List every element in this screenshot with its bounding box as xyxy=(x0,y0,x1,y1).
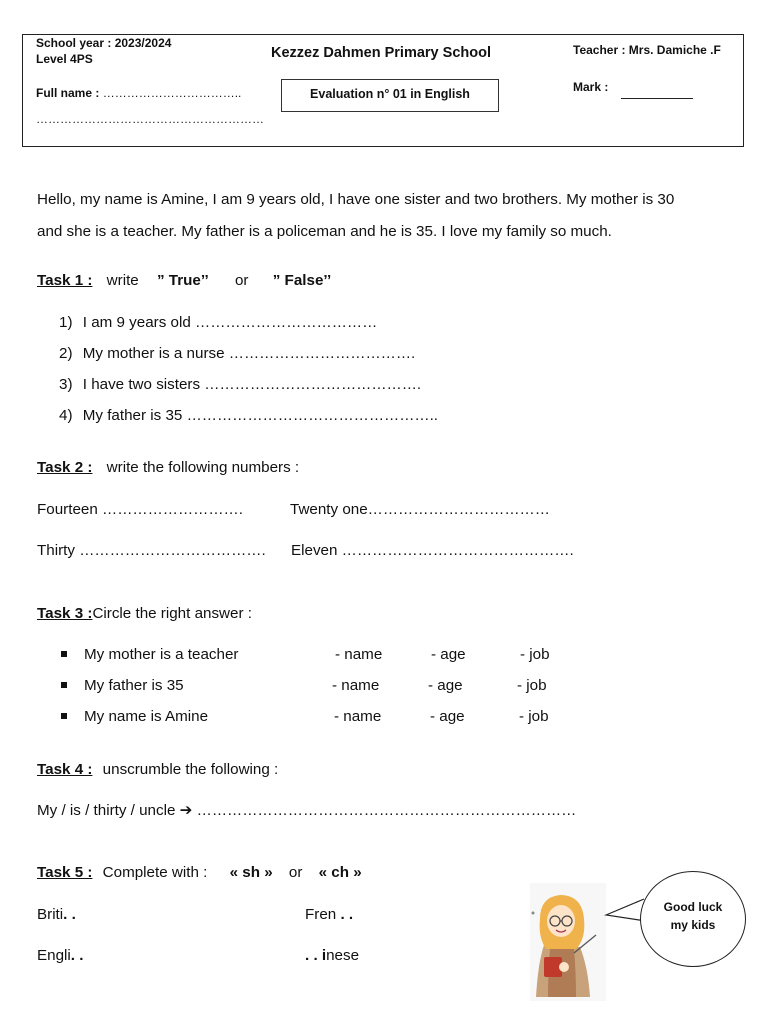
task4-instruction: unscrumble the following : xyxy=(102,761,279,778)
task3-heading xyxy=(37,604,252,623)
task3-option-age[interactable]: - age xyxy=(428,677,463,694)
task1-item-num: 3) xyxy=(59,376,73,393)
arrow-right-icon: ➔ xyxy=(179,802,193,819)
task1-true: ” True’’ xyxy=(156,272,209,289)
task5-word-english[interactable] xyxy=(37,946,83,965)
task4-heading xyxy=(37,760,278,779)
task3-option-job[interactable]: - job xyxy=(517,677,547,694)
teacher-icon xyxy=(530,883,606,1001)
task1-false: ” False’’ xyxy=(272,272,332,289)
task3-item-text: My name is Amine xyxy=(84,708,209,725)
task1-item[interactable] xyxy=(59,344,415,363)
task5-word-french[interactable] xyxy=(305,905,353,924)
task1-item-num: 1) xyxy=(59,314,73,331)
task3-option-age[interactable]: - age xyxy=(430,708,465,725)
bullet-icon xyxy=(61,713,67,719)
task1-item-num: 4) xyxy=(59,407,73,424)
task5-blank[interactable]: . . xyxy=(340,906,354,923)
task2-instruction: write the following numbers : xyxy=(106,459,300,476)
task5-instruction: Complete with : xyxy=(102,864,208,881)
mark-field[interactable] xyxy=(621,98,693,99)
task3-option-name[interactable]: - name xyxy=(335,646,383,663)
task5-or: or xyxy=(288,864,303,881)
full-name-dots-line2[interactable]: ………………………………………………… xyxy=(36,112,264,126)
task5-blank[interactable]: . . xyxy=(63,906,76,923)
task1-item-num: 2) xyxy=(59,345,73,362)
speech-bubble xyxy=(640,871,746,967)
task1-heading xyxy=(37,271,331,290)
task1-instruction: write xyxy=(106,272,139,289)
passage-line-1: Hello, my name is Amine, I am 9 years old, I have one sister and two brothers. My mother is 30 xyxy=(37,191,675,208)
task3-option-name[interactable]: - name xyxy=(332,677,380,694)
task2-item-eleven[interactable]: Eleven ………………………………………. xyxy=(291,542,574,559)
task5-word-part: nese xyxy=(326,947,360,964)
task3-label: Task 3 : xyxy=(37,605,93,622)
task2-item-twenty-one[interactable]: Twenty one……………………………… xyxy=(290,501,550,518)
task1-item-text: I am 9 years old ……………………………… xyxy=(82,314,378,331)
task1-item-text: My father is 35 ………………………………………….. xyxy=(82,407,439,424)
task1-item[interactable] xyxy=(59,313,377,332)
task3-option-job[interactable]: - job xyxy=(520,646,550,663)
task3-item-text: My mother is a teacher xyxy=(84,646,239,663)
full-name-label xyxy=(36,86,241,101)
task5-word-chinese[interactable] xyxy=(305,946,359,965)
task3-instruction: Circle the right answer : xyxy=(92,605,252,622)
full-name-label-text: Full name : xyxy=(36,86,100,100)
task4-words: My / is / thirty / uncle xyxy=(37,802,176,819)
task1-item-text: I have two sisters ……………………………………. xyxy=(82,376,422,393)
task5-label: Task 5 : xyxy=(37,864,93,881)
teacher-name: Teacher : Mrs. Damiche .F xyxy=(573,43,721,57)
mark-label: Mark : xyxy=(573,80,609,94)
task5-word-part: Engli xyxy=(37,947,71,964)
bullet-icon xyxy=(61,651,67,657)
task3-option-job[interactable]: - job xyxy=(519,708,549,725)
evaluation-box: Evaluation n° 01 in English xyxy=(281,79,499,112)
task2-heading xyxy=(37,458,299,477)
task5-word-british[interactable] xyxy=(37,905,76,924)
task5-word-part: Briti xyxy=(37,906,64,923)
school-year: School year : 2023/2024 xyxy=(36,36,172,50)
task4-answer-dots[interactable]: ………………………………………………………………… xyxy=(196,802,577,819)
speech-bubble-text: Good luck my kids xyxy=(663,900,723,932)
task5-blank[interactable]: . . i xyxy=(305,947,327,964)
task2-label: Task 2 : xyxy=(37,459,93,476)
task5-heading xyxy=(37,863,362,882)
task3-option-name[interactable]: - name xyxy=(334,708,382,725)
task1-item[interactable] xyxy=(59,406,438,425)
task1-item-text: My mother is a nurse ………………………………. xyxy=(82,345,416,362)
task4-sentence[interactable] xyxy=(37,801,576,820)
school-name: Kezzez Dahmen Primary School xyxy=(271,45,491,61)
bullet-icon xyxy=(61,682,67,688)
task5-word-part: Fren xyxy=(305,906,337,923)
passage-line-2: and she is a teacher. My father is a policeman and he is 35. I love my family so much. xyxy=(37,223,612,240)
task2-item-thirty[interactable]: Thirty ………………………………. xyxy=(37,542,266,559)
task2-item-fourteen[interactable]: Fourteen ………………………. xyxy=(37,501,243,518)
task5-option-ch: « ch » xyxy=(318,864,362,881)
task5-option-sh: « sh » xyxy=(229,864,273,881)
task3-option-age[interactable]: - age xyxy=(431,646,466,663)
task1-or: or xyxy=(234,272,249,289)
task1-item[interactable] xyxy=(59,375,421,394)
teacher-illustration xyxy=(530,883,606,1001)
level: Level 4PS xyxy=(36,52,93,66)
header-box xyxy=(22,34,744,147)
task1-label: Task 1 : xyxy=(37,272,93,289)
task4-label: Task 4 : xyxy=(37,761,93,778)
task3-item-text: My father is 35 xyxy=(84,677,184,694)
task5-blank[interactable]: . . xyxy=(70,947,84,964)
full-name-dots[interactable]: …………………………….. xyxy=(102,86,242,100)
